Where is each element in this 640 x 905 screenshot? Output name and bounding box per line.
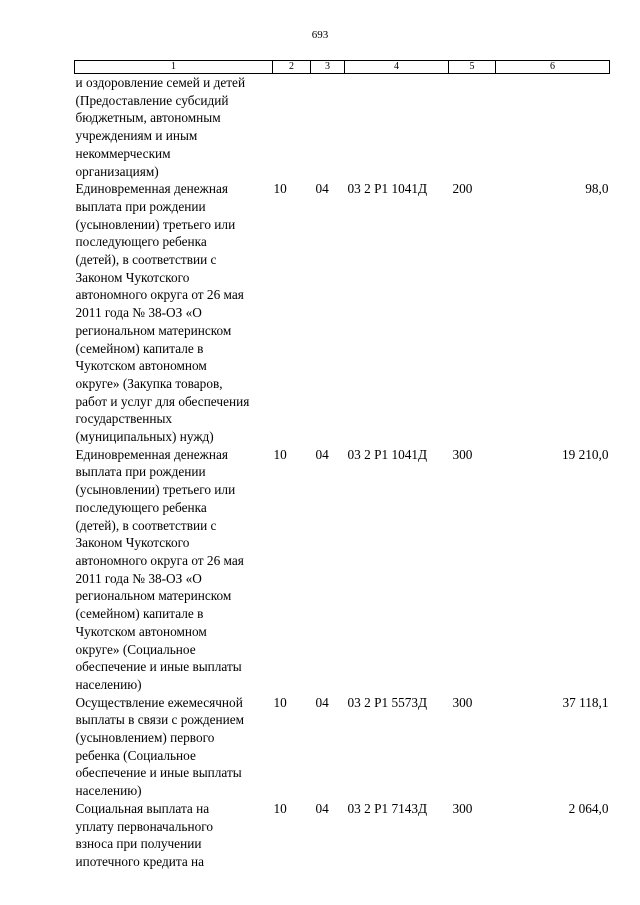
row-name-line: 2011 года № 38-ОЗ «О	[75, 305, 202, 321]
row-subsection: 04	[315, 694, 329, 710]
row-target-article	[345, 74, 449, 181]
row-name-line: последующего ребенка	[75, 499, 207, 515]
row-name-line: (детей), в соответствии с	[75, 252, 217, 268]
table-row	[75, 74, 610, 181]
row-name-line: (муниципальных) нужд)	[75, 429, 214, 445]
row-name-line: учреждениям и иным	[75, 128, 198, 144]
row-name-line: организациям)	[75, 163, 159, 179]
row-target-article: 03 2 Р1 1041Д	[347, 446, 428, 462]
row-name-line: (усыновлении) третьего или	[75, 482, 236, 498]
column-header-section: 2	[273, 61, 311, 74]
column-header-subsection: 3	[311, 61, 345, 74]
row-name-line: (детей), в соответствии с	[75, 517, 217, 533]
row-section	[273, 74, 311, 181]
row-section: 10	[273, 694, 287, 710]
row-name-line: региональном материнском	[75, 322, 232, 338]
table-row	[75, 694, 610, 800]
column-header-expense-type: 5	[449, 61, 496, 74]
row-section: 10	[273, 181, 287, 197]
row-name	[75, 74, 273, 181]
row-name-line: Единовременная денежная	[75, 181, 228, 197]
row-name-line: округе» (Закупка товаров,	[75, 375, 223, 391]
row-target-article: 03 2 Р1 7143Д	[347, 800, 428, 816]
budget-table	[74, 60, 610, 871]
row-expense-type: 200	[452, 181, 473, 197]
row-name	[75, 800, 273, 871]
row-name-line: населению)	[75, 676, 142, 692]
column-header-amount: 6	[496, 61, 610, 74]
row-name-line: ипотечного кредита на	[75, 853, 205, 869]
table-row	[75, 180, 610, 446]
row-name-line: Чукотском автономном	[75, 623, 207, 639]
row-subsection: 04	[315, 181, 329, 197]
row-expense-type: 300	[452, 694, 473, 710]
row-target-article: 03 2 Р1 5573Д	[347, 694, 428, 710]
row-expense-type: 300	[452, 446, 473, 462]
row-name-line: бюджетным, автономным	[75, 110, 221, 126]
row-name-line: обеспечение и иные выплаты	[75, 765, 242, 781]
row-name-line: автономного округа от 26 мая	[75, 552, 244, 568]
row-name-line: (усыновлением) первого	[75, 730, 215, 746]
table-row	[75, 800, 610, 871]
row-name-line: Единовременная денежная	[75, 446, 228, 462]
row-name-line: и оздоровление семей и детей	[75, 75, 246, 90]
row-name-line: Законом Чукотского	[75, 269, 190, 285]
row-subsection: 04	[315, 446, 329, 462]
row-amount: 98,0	[585, 181, 609, 197]
row-amount: 2 064,0	[568, 800, 609, 816]
row-section: 10	[273, 800, 287, 816]
row-name-line: ребенка (Социальное	[75, 747, 196, 763]
row-name-line: (семейном) капитале в	[75, 606, 204, 622]
row-name-line: обеспечение и иные выплаты	[75, 659, 242, 675]
row-name-line: Законом Чукотского	[75, 535, 190, 551]
row-name-line: выплата при рождении	[75, 464, 206, 480]
column-header-name: 1	[75, 61, 273, 74]
row-name	[75, 446, 273, 694]
row-name-line: работ и услуг для обеспечения	[75, 393, 250, 409]
row-subsection	[311, 74, 345, 181]
row-name-line: выплаты в связи с рождением	[75, 712, 245, 728]
row-name-line: Социальная выплата на	[75, 800, 210, 816]
row-name-line: (семейном) капитале в	[75, 340, 204, 356]
row-name-line: некоммерческим	[75, 145, 171, 161]
row-name-line: автономного округа от 26 мая	[75, 287, 244, 303]
row-section: 10	[273, 446, 287, 462]
row-subsection: 04	[315, 800, 329, 816]
row-name-line: (Предоставление субсидий	[75, 92, 229, 108]
row-name-line: взноса при получении	[75, 836, 202, 852]
row-amount	[496, 74, 610, 181]
row-target-article: 03 2 Р1 1041Д	[347, 181, 428, 197]
row-name-line: последующего ребенка	[75, 234, 207, 250]
row-name-line: региональном материнском	[75, 588, 232, 604]
row-name	[75, 180, 273, 446]
row-name	[75, 694, 273, 800]
row-amount: 37 118,1	[562, 694, 609, 710]
row-name-line: Осуществление ежемесячной	[75, 694, 243, 710]
row-name-line: (усыновлении) третьего или	[75, 216, 236, 232]
row-expense-type: 300	[452, 800, 473, 816]
row-name-line: уплату первоначального	[75, 818, 213, 834]
table-body	[75, 74, 610, 871]
page-number: 693	[311, 29, 329, 41]
table-row	[75, 446, 610, 694]
column-header-target-article: 4	[345, 61, 449, 74]
row-amount: 19 210,0	[561, 446, 609, 462]
row-name-line: Чукотском автономном	[75, 358, 207, 374]
row-name-line: населению)	[75, 783, 142, 799]
row-name-line: выплата при рождении	[75, 198, 206, 214]
row-name-line: государственных	[75, 411, 173, 427]
row-expense-type	[449, 74, 496, 181]
row-name-line: округе» (Социальное	[75, 641, 196, 657]
column-number-header-row	[75, 61, 610, 74]
row-name-line: 2011 года № 38-ОЗ «О	[75, 570, 202, 586]
